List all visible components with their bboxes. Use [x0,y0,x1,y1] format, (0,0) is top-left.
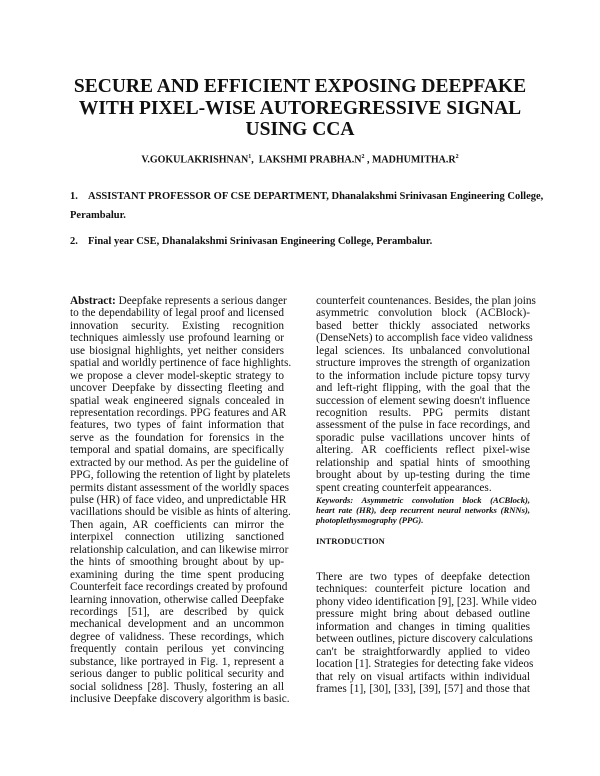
text-line: extracted by our method. As per the guideline of [70,456,289,469]
text-line: PPG, following the retention of light by platelets [70,469,291,482]
author-name: V.GOKULAKRISHNAN [141,154,249,166]
text-line: recordings [51], are described by quick [70,605,284,618]
text-line: serious danger to public political security and [70,668,284,681]
paper-title [60,76,540,141]
text-line: representation recordings. PPG features and AR [70,406,287,419]
title-line: SECURE AND EFFICIENT EXPOSING DEEPFAKE [73,76,527,97]
text-line: to the dependability of legal proof and licensed [70,307,284,320]
text-line: to the information include picture topsy turvy [316,369,530,382]
affiliation-text: ASSISTANT PROFESSOR OF CSE DEPARTMENT, Dhanalakshmi Srinivasan Engineering College, [88,191,544,202]
text-line: spent creating counterfeit appearances. [316,481,492,494]
text-line: uncover Deepfake by dissecting fleeting and [70,382,284,395]
affiliation-1-cont: Perambalur. [70,210,126,221]
text-line: recognition results. PPG permits distant [316,406,530,419]
section-heading-introduction: INTRODUCTION [316,536,385,546]
text-line: spatial and worldly pertinence of face highlights. [70,357,292,370]
introduction-body [316,571,537,695]
keywords [316,495,530,526]
text-line: spatial weak engineered signals concealed in [70,394,284,407]
author-name: MADHUMITHA.R [371,154,456,166]
text-line: substance, like portrayed in Fig. 1, represent a [70,655,284,668]
text-line: social solidness [28]. Thusly, fostering an all [70,680,284,693]
abstract-column [70,295,292,705]
text-line: temporal and spatial domains, are specifically [70,444,284,457]
abstract-continued-column [316,295,536,494]
text-line: relationship calculation, and can likewise mirror [70,543,289,556]
text-line: relationship and spatial hints of smoothing [316,456,530,469]
text-line: Then again, AR coefficients can mirror the [70,518,284,531]
title-line: USING CCA [245,119,355,140]
affiliation-1 [70,191,543,202]
affiliation-number: 2. [70,236,78,247]
text-line: techniques aimlessly use profound learning or [70,332,284,345]
text-line: techniques: counterfeit picture location and [316,583,530,596]
affiliation-number: 1. [70,191,78,202]
text-line: brought about by up-testing during the time [316,469,530,482]
text-line: phony video identification [9], [23]. While video [316,595,537,608]
text-line: permits distant assessment of the worldly spaces [70,481,289,494]
text-line: and left-right flipping, with the goal that the [316,382,530,395]
text-line: pressure might bring about debased outline [316,608,530,621]
text-line: structure improves the strength of organization [316,357,530,370]
text-line: inclusive Deepfake discovery algorithm is basic. [70,693,290,705]
text-line: pulse (HR) of face video, and unpredictable HR [70,494,287,506]
author-list: V.GOKULAKRISHNAN$^1$, LAKSHMI $PRABHA.N^2$ , $MADHUMITHA.R^2$ [141,154,459,166]
text-line: mechanical development and an uncommon [70,618,284,631]
text-line: between outlines, picture discovery calculations [316,633,533,646]
text-line: counterfeit countenances. Besides, the plan joins [316,295,536,307]
text-line: sporadic pulse vacillations uncover hints of [316,431,530,444]
text-line: learning innovation, otherwise called Deepfake [70,593,284,606]
affiliation-2 [70,236,432,247]
text-line: assessment of the pulse in face recordings, and [316,419,530,432]
text-line: interpixel connection utilizing sanctioned [70,531,284,544]
text-line: innovation security. Existing recognition [70,319,284,332]
author-affiliation-mark: 2 [361,154,365,160]
text-line: features, two types of faint information that [70,419,284,432]
text-line: can't be straightforwardly applied to video [316,645,530,658]
text-line: asymmetric convolution block (ACBlock)- [316,307,530,320]
abstract-text: Deepfake represents a serious danger [115,295,287,307]
abstract-first-line [70,295,287,307]
text-line: (DenseNets) to accomplish face video validness [316,332,533,345]
text-line: location [1]. Strategies for detecting fake videos [316,658,534,671]
text-line: heart rate (HR), deep recurrent neural networks (RNNs), [316,505,530,516]
text-line: photoplethysmography (PPG). [316,515,424,526]
text-line: There are two types of deepfake detection [316,571,530,583]
text-line: vacillations should be visible as hints of altering. [70,506,291,519]
text-line: use biosignal highlights, yet neither considers [70,344,284,357]
text-line: we propose a clever model-skeptic strategy to [70,369,284,382]
text-line: frames [1], [30], [33], [39], [57] and those that [316,682,530,695]
text-line: frequently contain perilous yet convincing [70,643,284,656]
author-affiliation-mark: 1 [248,154,252,160]
text-line: serve as the foundation for forensics in the [70,431,284,444]
title-line: WITH PIXEL-WISE AUTOREGRESSIVE SIGNAL [78,97,522,119]
text-line: Counterfeit face recordings created by profound [70,581,288,594]
text-line: examining during the time spent producing [70,568,284,581]
text-line: information and changes in timing qualities [316,620,530,633]
text-line: the hints of smoothing brought about by up- [70,556,284,569]
text-line: legal sciences. Its unbalanced convolutional [316,344,530,357]
text-line: succession of element sewing doesn't influence [316,394,530,407]
text-line: that rely on visual artifacts within individual [316,670,530,683]
abstract-label: Abstract: [70,295,116,307]
text-line: altering. AR coefficients reflect pixel-wise [316,444,530,457]
text-line: Keywords: Asymmetric convolution block (ACBlock), [316,495,530,505]
text-line: based better thickly associated networks [316,319,530,332]
author-affiliation-mark: 2 [455,154,459,160]
affiliation-text: Final year CSE, Dhanalakshmi Srinivasan Engineering College, Perambalur. [88,236,433,247]
author-name: LAKSHMI PRABHA.N [258,154,362,166]
text-line: degree of validness. These recordings, which [70,630,284,643]
